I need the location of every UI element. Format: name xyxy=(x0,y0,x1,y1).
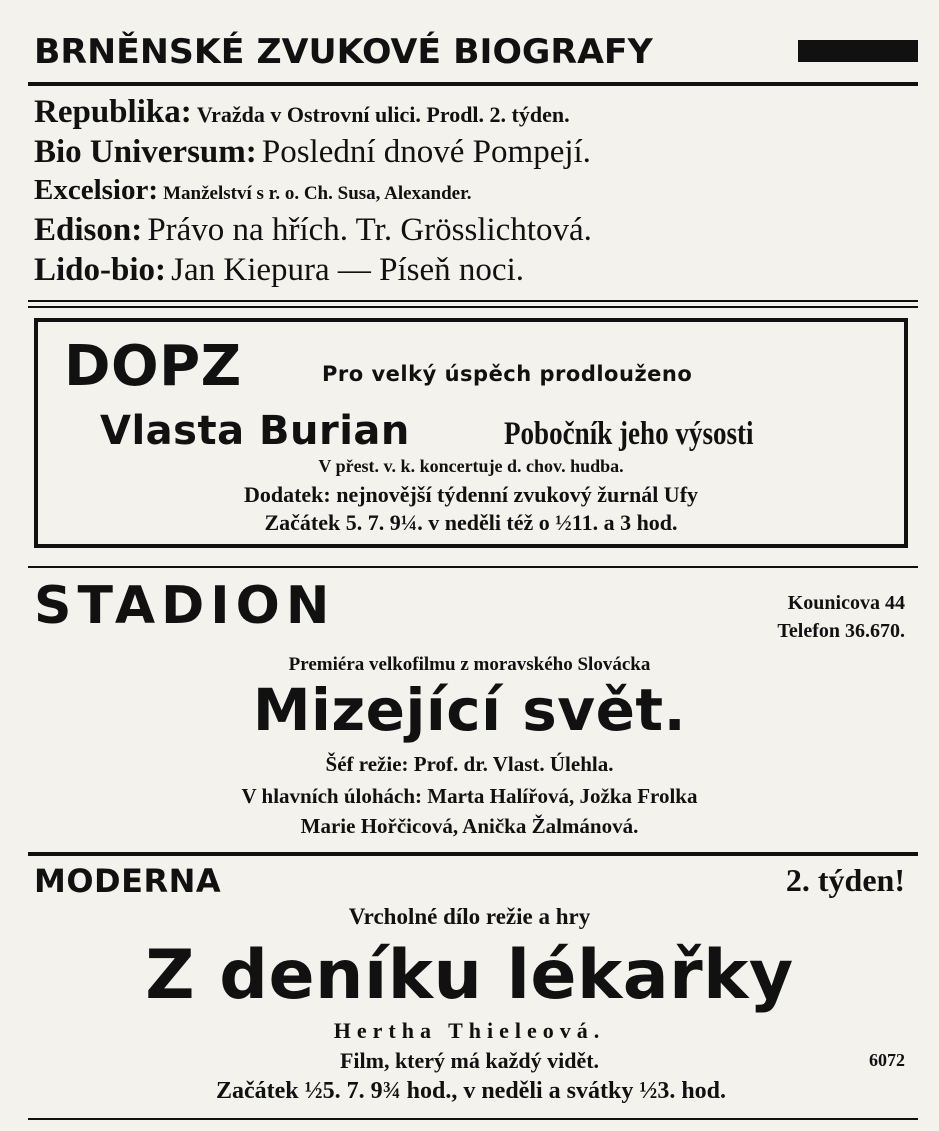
moderna-code: 6072 xyxy=(869,1050,905,1070)
listing-universum xyxy=(34,134,591,171)
cinema-name: Bio Universum: xyxy=(34,134,257,170)
header-title: BRNĚNSKÉ ZVUKOVÉ BIOGRAFY xyxy=(34,32,653,72)
cinema-program: Manželství s r. o. Ch. Susa, Alexander. xyxy=(163,183,472,204)
stadion-roles1: V hlavních úlohách: Marta Halířová, Jožka Frolka xyxy=(241,784,698,808)
moderna-actress: Hertha Thieleová. xyxy=(333,1018,606,1043)
dopz-box xyxy=(34,318,908,548)
header xyxy=(28,32,918,76)
cinema-program: Vražda v Ostrovní ulici. Prodl. 2. týden. xyxy=(196,102,570,127)
cinema-program: Právo na hřích. Tr. Grösslichtová. xyxy=(147,212,592,248)
stadion-address: Kounicova 44 xyxy=(787,592,905,614)
moderna-tagline: Film, který má každý vidět. xyxy=(339,1048,600,1073)
rule xyxy=(28,306,918,308)
stadion-premiere: Premiéra velkofilmu z moravského Slovácka xyxy=(288,654,651,675)
moderna-times: Začátek ½5. 7. 9¾ hod., v neděli a svátky ½3. hod. xyxy=(215,1078,727,1104)
header-black-bar xyxy=(798,40,918,62)
moderna-week: 2. týden! xyxy=(785,862,905,898)
cinema-name: Republika: xyxy=(34,94,192,130)
stadion-roles2: Marie Hořčicová, Anička Žalmánová. xyxy=(300,814,639,838)
dopz-line2: Dodatek: nejnovější týdenní zvukový žurnál Ufy xyxy=(243,482,699,507)
moderna-subtitle: Vrcholné dílo režie a hry xyxy=(348,904,591,929)
cinema-name: Excelsior: xyxy=(34,174,159,206)
rule xyxy=(28,300,918,302)
moderna-film: Z deníku lékařky xyxy=(145,936,794,1015)
cinema-name: Edison: xyxy=(34,212,143,248)
listing-lido xyxy=(34,252,524,289)
listing-excelsior xyxy=(34,174,472,207)
dopz-name: DOPZ xyxy=(64,334,242,399)
cinema-program: Jan Kiepura — Píseň noci. xyxy=(171,252,524,288)
dopz-film: Pobočník jeho výsosti xyxy=(504,416,754,452)
listing-republika xyxy=(34,94,570,131)
dopz-line3: Začátek 5. 7. 9¼. v neděli též o ½11. a 3 hod. xyxy=(264,510,678,535)
stadion-film: Mizející svět. xyxy=(252,676,687,744)
rule xyxy=(28,566,918,568)
listing-edison xyxy=(34,212,592,249)
header-rule xyxy=(28,82,918,86)
dopz-line1: V přest. v. k. koncertuje d. chov. hudba. xyxy=(318,456,624,476)
stadion-name: STADION xyxy=(34,576,336,636)
dopz-actor: Vlasta Burian xyxy=(100,408,410,454)
stadion-director: Šéf režie: Prof. dr. Vlast. Úlehla. xyxy=(325,752,614,776)
cinema-program: Poslední dnové Pompejí. xyxy=(261,134,591,170)
cinema-name: Lido-bio: xyxy=(34,252,167,288)
rule xyxy=(28,852,918,856)
dopz-note: Pro velký úspěch prodlouženo xyxy=(322,362,693,386)
rule xyxy=(28,1118,918,1120)
moderna-name: MODERNA xyxy=(34,862,222,900)
stadion-phone: Telefon 36.670. xyxy=(777,620,905,642)
